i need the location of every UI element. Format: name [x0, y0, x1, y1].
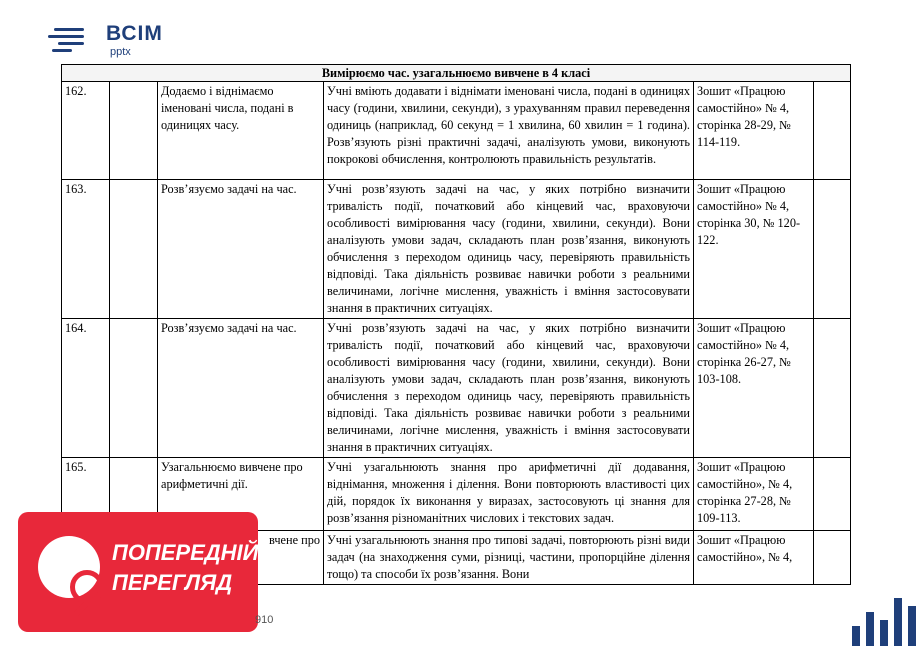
row-resource: Зошит «Працюю самостійно» № 4, сторінка 30, № 120-122.	[694, 180, 814, 319]
magnifier-icon	[38, 536, 100, 598]
brand-sub: pptx	[110, 46, 131, 58]
row-activity: Учні розв’язують задачі на час, у яких потрібно визначити тривалість події, початковий або кінцевий час, враховуючи особливості вимірювання часу (години, хвилини, секунди). Вони аналізують умови задач, складають план розв’язання, виконують обчислення з переходом одиниць часу, перевіряють правильність відповіді. Така діяльність розвиває навички роботи з реальними величинами, логічне мислення, уважність і вміння застосовувати знання в практичних ситуаціях.	[324, 180, 694, 319]
preview-badge-line1: ПОПЕРЕДНІЙ	[112, 540, 258, 565]
row-topic: вчене про	[158, 531, 324, 585]
row-number: 162.	[62, 82, 110, 180]
row-note	[814, 319, 851, 458]
row-resource: Зошит «Працюю самостійно», № 4, сторінка 27-28, № 109-113.	[694, 458, 814, 531]
row-topic: Узагальнюємо вивчене про арифметичні дії.	[158, 458, 324, 531]
row-date	[110, 82, 158, 180]
row-note	[814, 180, 851, 319]
table-row	[62, 319, 851, 458]
row-note	[814, 82, 851, 180]
page-number: 910	[255, 614, 274, 626]
row-note	[814, 458, 851, 531]
row-activity: Учні вміють додавати і віднімати іменовані числа, подані в одиницях часу (години, хвилини, секунди), з урахуванням правил переведення одиниць (наприклад, 60 секунд = 1 хвилина, 60 хвилин = 1 година). Розв’язують різні практичні задачі, аналізують умови, виконують покрокові обчислення, контролюють правильність результатів.	[324, 82, 694, 180]
table-row	[62, 82, 851, 180]
lesson-plan-table	[61, 64, 851, 585]
row-resource: Зошит «Працюю самостійно» № 4, сторінка 26-27, № 103-108.	[694, 319, 814, 458]
row-note	[814, 531, 851, 585]
logo	[48, 20, 168, 60]
row-resource: Зошит «Працюю самостійно», № 4,	[694, 531, 814, 585]
row-number: 163.	[62, 180, 110, 319]
row-topic: Розв’язуємо задачі на час.	[158, 319, 324, 458]
table-row	[62, 180, 851, 319]
row-number: 165.	[62, 458, 110, 531]
preview-badge[interactable]	[18, 512, 258, 632]
row-date	[110, 180, 158, 319]
row-activity: Учні узагальнюють знання про арифметичні дії додавання, віднімання, множення і ділення. Вони повторюють властивості цих дій, порядок їх виконання у виразах, застосовують ці знання для розв’язання різноманітних числових і текстових задач.	[324, 458, 694, 531]
logo-lines-icon	[48, 26, 88, 52]
row-number: 164.	[62, 319, 110, 458]
row-activity: Учні розв’язують задачі на час, у яких потрібно визначити тривалість події, початковий або кінцевий час, враховуючи особливості вимірювання часу (години, хвилини, секунди). Вони аналізують умови задач, складають план розв’язання, виконують обчислення з переходом одиниць часу, перевіряють правильність відповіді. Така діяльність розвиває навички роботи з реальними величинами, логічне мислення, уважність і вміння застосовувати знання в практичних ситуаціях.	[324, 319, 694, 458]
brand-name: ВСІМ	[106, 22, 163, 45]
row-topic: Розв’язуємо задачі на час.	[158, 180, 324, 319]
row-topic: Додаємо і віднімаємо іменовані числа, подані в одиницях часу.	[158, 82, 324, 180]
row-activity: Учні узагальнюють знання про типові задачі, повторюють різні види задач (на знаходження суми, різниці, частини, пропорційне ділення тощо) та способи їх розв’язання. Вони	[324, 531, 694, 585]
row-date	[110, 319, 158, 458]
brand-bars-icon	[848, 586, 918, 646]
preview-badge-line2: ПЕРЕГЛЯД	[112, 570, 233, 595]
row-resource: Зошит «Працюю самостійно» № 4, сторінка 28-29, № 114-119.	[694, 82, 814, 180]
section-header: Вимірюємо час. узагальнюємо вивчене в 4 класі	[62, 65, 851, 82]
